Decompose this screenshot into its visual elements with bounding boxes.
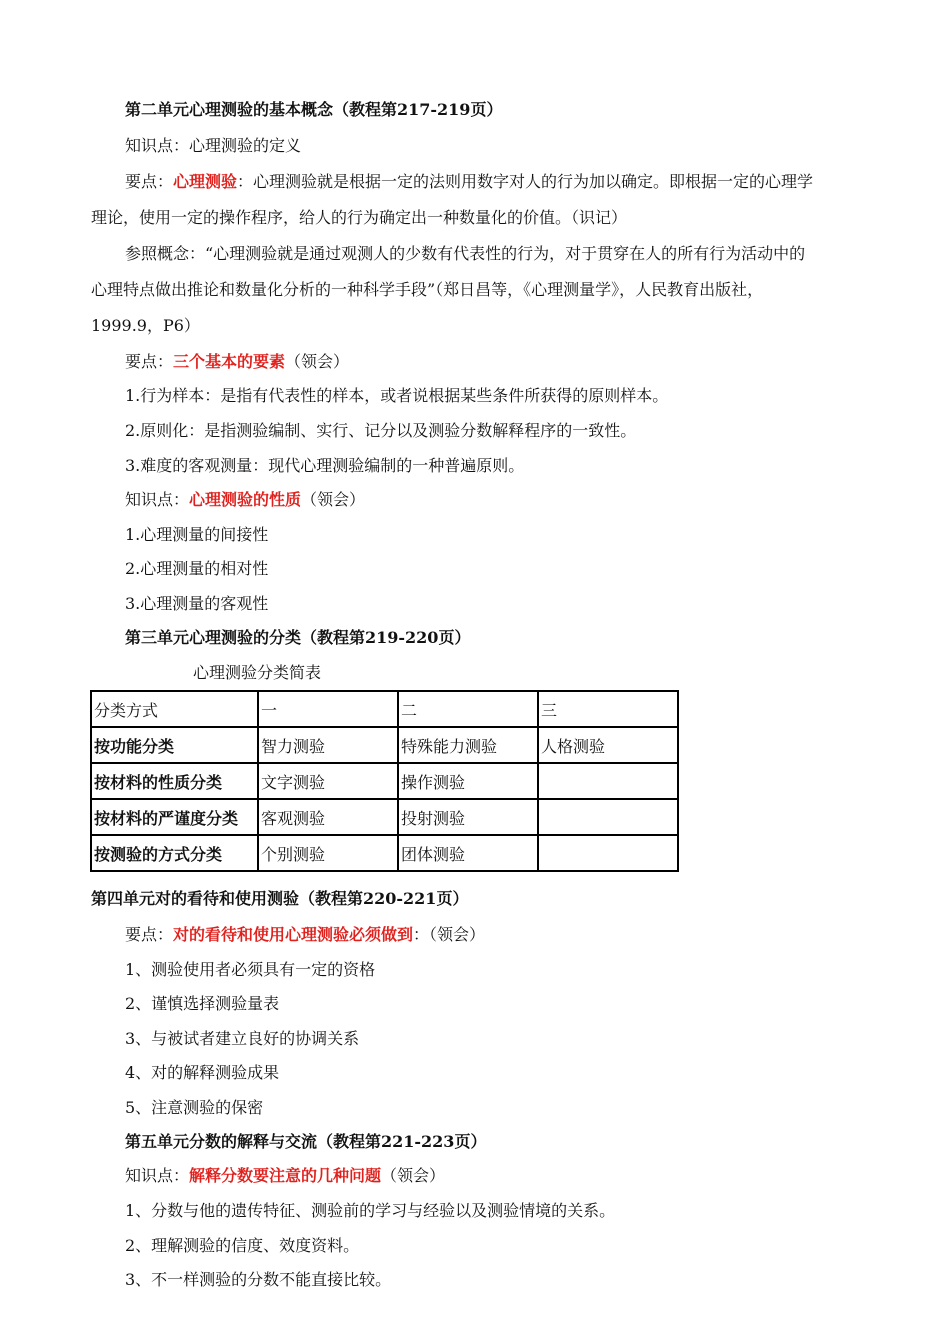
table-row <box>91 835 678 871</box>
table-cell: 个别测验 <box>258 835 398 871</box>
table-cell: 投射测验 <box>398 799 538 835</box>
elements-term: 三个基本的要素 <box>173 352 286 371</box>
table-row-label: 按测验的方式分类 <box>91 835 258 871</box>
list-item: 1、分数与他的遗传特征、测验前的学习与经验以及测验情境的关系。 <box>125 1201 616 1220</box>
table-header-cell: 分类方式 <box>91 691 258 727</box>
usage-point <box>125 925 485 945</box>
point-prefix: 要点： <box>125 352 174 371</box>
table-cell: 客观测验 <box>258 799 398 835</box>
table-row-label: 按功能分类 <box>91 727 258 763</box>
table-header-row <box>91 691 678 727</box>
point-prefix: 要点： <box>125 172 174 191</box>
table-cell <box>538 799 678 835</box>
table-row <box>91 763 678 799</box>
definition-line-2: 理论，使用一定的操作程序，给人的行为确定出一种数量化的价值。（识记） <box>91 208 628 227</box>
usage-suffix: ：（领会） <box>413 925 486 944</box>
table-row <box>91 727 678 763</box>
unit4-heading: 第四单元对的看待和使用测验（教程第220-221页） <box>91 889 469 908</box>
definition-text: ：心理测验就是根据一定的法则用数字对人的行为加以确定。即根据一定的心理学 <box>237 172 814 191</box>
list-item: 3.难度的客观测量：现代心理测验编制的一种普遍原则。 <box>125 456 525 475</box>
list-item: 2、理解测验的信度、效度资料。 <box>125 1236 360 1255</box>
list-item: 1、测验使用者必须具有一定的资格 <box>125 960 376 979</box>
table-row-label: 按材料的严谨度分类 <box>91 799 258 835</box>
table-cell: 人格测验 <box>538 727 678 763</box>
usage-term: 对的看待和使用心理测验必须做到 <box>173 925 414 944</box>
elements-suffix: （领会） <box>285 352 350 371</box>
table-cell: 操作测验 <box>398 763 538 799</box>
table-cell: 特殊能力测验 <box>398 727 538 763</box>
table-header-cell: 三 <box>538 691 678 727</box>
table-cell <box>538 763 678 799</box>
list-item: 3、不一样测验的分数不能直接比较。 <box>125 1270 392 1289</box>
point-prefix: 知识点： <box>125 1166 190 1185</box>
nature-term: 心理测验的性质 <box>189 490 302 509</box>
nature-knowledge-point <box>125 490 365 510</box>
point-prefix: 知识点： <box>125 490 190 509</box>
score-suffix: （领会） <box>381 1166 446 1185</box>
list-item: 3.心理测量的客观性 <box>125 594 269 613</box>
classification-table <box>90 690 679 872</box>
unit3-heading: 第三单元心理测验的分类（教程第219-220页） <box>125 628 471 647</box>
definition-line-1 <box>125 172 813 192</box>
reference-line-3: 1999.9，P6） <box>91 316 200 335</box>
list-item: 3、与被试者建立良好的协调关系 <box>125 1029 360 1048</box>
score-term: 解释分数要注意的几种问题 <box>189 1166 382 1185</box>
table-cell: 团体测验 <box>398 835 538 871</box>
list-item: 2、谨慎选择测验量表 <box>125 994 280 1013</box>
score-knowledge-point <box>125 1166 445 1186</box>
list-item: 1.心理测量的间接性 <box>125 525 269 544</box>
elements-point <box>125 352 349 372</box>
list-item: 2.原则化：是指测验编制、实行、记分以及测验分数解释程序的一致性。 <box>125 421 637 440</box>
table-row <box>91 799 678 835</box>
table-cell: 文字测验 <box>258 763 398 799</box>
unit5-heading: 第五单元分数的解释与交流（教程第221-223页） <box>125 1132 487 1151</box>
table-header-cell: 二 <box>398 691 538 727</box>
table-cell: 智力测验 <box>258 727 398 763</box>
point-prefix: 要点： <box>125 925 174 944</box>
table-header-cell: 一 <box>258 691 398 727</box>
list-item: 2.心理测量的相对性 <box>125 559 269 578</box>
unit2-heading: 第二单元心理测验的基本概念（教程第217-219页） <box>125 100 503 119</box>
knowledge-point-definition: 知识点：心理测验的定义 <box>125 136 302 155</box>
list-item: 5、注意测验的保密 <box>125 1098 264 1117</box>
list-item: 1.行为样本：是指有代表性的样本，或者说根据某些条件所获得的原则样本。 <box>125 386 669 405</box>
reference-line-2: 心理特点做出推论和数量化分析的一种科学手段”（郑日昌等，《心理测量学》，人民教育出版社， <box>91 280 764 299</box>
table-caption: 心理测验分类简表 <box>193 663 322 682</box>
table-row-label: 按材料的性质分类 <box>91 763 258 799</box>
definition-term: 心理测验 <box>173 172 238 191</box>
nature-suffix: （领会） <box>301 490 366 509</box>
reference-line-1: 参照概念：“心理测验就是通过观测人的少数有代表性的行为，对于贯穿在人的所有行为活动中的 <box>125 244 806 263</box>
table-cell <box>538 835 678 871</box>
list-item: 4、对的解释测验成果 <box>125 1063 280 1082</box>
